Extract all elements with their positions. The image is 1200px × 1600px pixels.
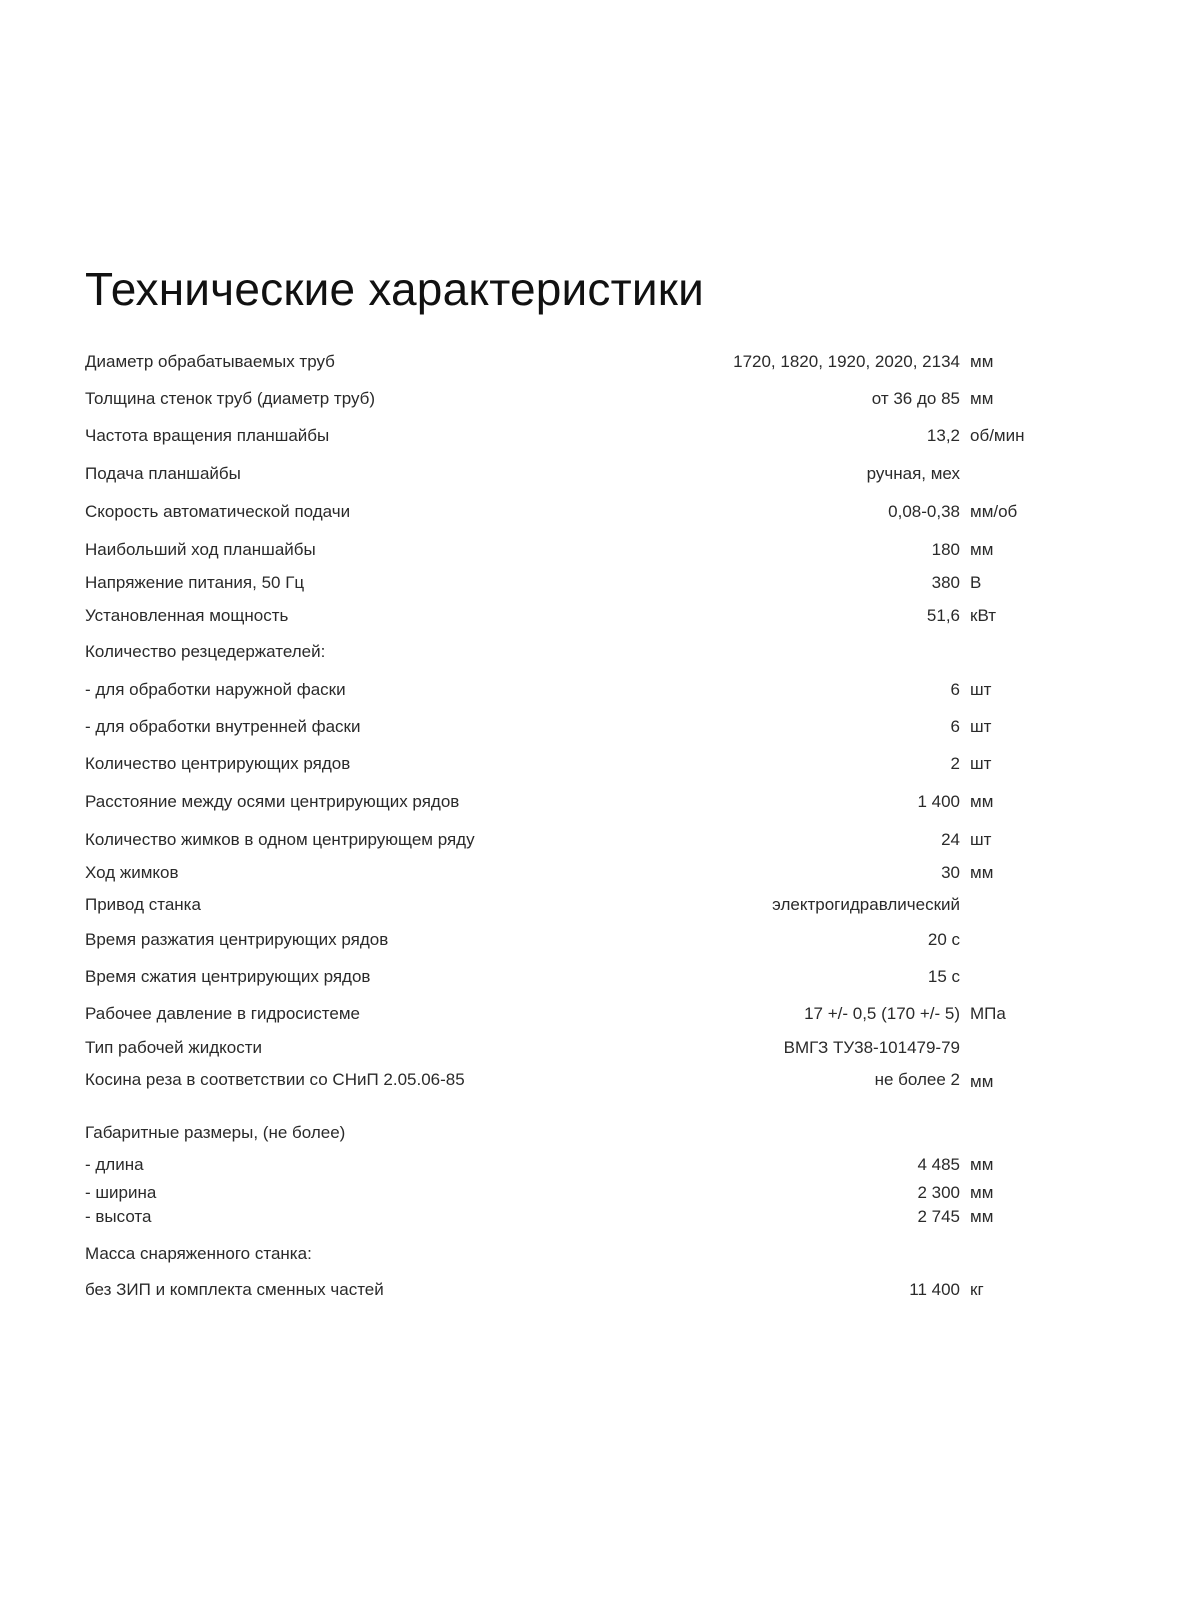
- spec-label: - высота: [85, 1207, 152, 1226]
- spec-label: Количество жимков в одном центрирующем ряду: [85, 830, 475, 849]
- spec-label: Количество резцедержателей:: [85, 642, 326, 661]
- spec-unit: В: [970, 573, 982, 592]
- spec-label: Количество центрирующих рядов: [85, 754, 351, 773]
- spec-unit: кВт: [970, 606, 996, 625]
- spec-label: Диаметр обрабатываемых труб: [85, 352, 335, 371]
- spec-label: Подача планшайбы: [85, 464, 241, 483]
- spec-row: [0, 862, 1200, 884]
- spec-label: Скорость автоматической подачи: [85, 502, 351, 521]
- spec-value: 1720, 1820, 1920, 2020, 2134: [733, 352, 960, 371]
- spec-label: Наибольший ход планшайбы: [85, 540, 316, 559]
- spec-unit: мм: [970, 1183, 994, 1202]
- spec-row: [0, 1037, 1200, 1059]
- spec-value: 30: [941, 863, 960, 882]
- spec-unit: мм/об: [970, 502, 1018, 521]
- spec-label: Косина реза в соответствии со СНиП 2.05.06-85: [85, 1070, 465, 1089]
- spec-row: [0, 1279, 1200, 1301]
- spec-label: Толщина стенок труб (диаметр труб): [85, 389, 376, 408]
- spec-value: 17 +/- 0,5 (170 +/- 5): [804, 1004, 960, 1023]
- spec-unit: шт: [970, 717, 992, 736]
- spec-row: [0, 1003, 1200, 1025]
- spec-label: Масса снаряженного станка:: [85, 1244, 312, 1263]
- spec-row: [0, 1069, 1200, 1091]
- spec-value: 24: [941, 830, 960, 849]
- spec-row: [0, 791, 1200, 813]
- spec-value: 2 300: [917, 1183, 960, 1202]
- spec-label: - длина: [85, 1155, 144, 1174]
- spec-value: 20 с: [927, 930, 960, 949]
- spec-row: [0, 572, 1200, 594]
- spec-unit: кг: [970, 1280, 984, 1299]
- spec-label: - для обработки наружной фаски: [85, 680, 346, 699]
- spec-label: - для обработки внутренней фаски: [85, 717, 361, 736]
- spec-label: Время сжатия центрирующих рядов: [85, 967, 371, 986]
- spec-row: [0, 966, 1200, 988]
- spec-label: Установленная мощность: [85, 606, 289, 625]
- spec-value: 4 485: [917, 1155, 960, 1174]
- spec-value: 2 745: [917, 1207, 960, 1226]
- spec-unit: мм: [970, 540, 994, 559]
- spec-value: 0,08-0,38: [888, 502, 960, 521]
- spec-value: от 36 до 85: [871, 389, 960, 408]
- spec-row: [0, 539, 1200, 561]
- page-title: Технические характеристики: [85, 263, 704, 315]
- spec-label: Время разжатия центрирующих рядов: [85, 930, 389, 949]
- spec-unit: МПа: [970, 1004, 1006, 1023]
- spec-row: [0, 351, 1200, 373]
- spec-unit: мм: [970, 1072, 994, 1091]
- spec-row: [0, 1206, 1200, 1228]
- spec-value: 1 400: [917, 792, 960, 811]
- spec-value: 11 400: [909, 1280, 960, 1299]
- spec-value: электрогидравлический: [772, 895, 960, 914]
- spec-value: 2: [950, 754, 960, 773]
- spec-row: [0, 641, 1200, 663]
- spec-unit: шт: [970, 754, 992, 773]
- spec-row: [0, 894, 1200, 916]
- spec-value: 51,6: [926, 606, 960, 625]
- spec-unit: мм: [970, 1207, 994, 1226]
- spec-value: 6: [950, 680, 960, 699]
- spec-row: [0, 716, 1200, 738]
- spec-row: [0, 605, 1200, 627]
- spec-row: [0, 929, 1200, 951]
- spec-row: [0, 753, 1200, 775]
- spec-label: Тип рабочей жидкости: [85, 1038, 262, 1057]
- spec-unit: мм: [970, 863, 994, 882]
- spec-unit: шт: [970, 680, 992, 699]
- spec-unit: шт: [970, 830, 992, 849]
- spec-row: [0, 1182, 1200, 1204]
- spec-row: [0, 388, 1200, 410]
- spec-row: [0, 829, 1200, 851]
- spec-row: [0, 501, 1200, 523]
- spec-unit: мм: [970, 792, 994, 811]
- spec-unit: мм: [970, 1155, 994, 1174]
- spec-label: Напряжение питания, 50 Гц: [85, 573, 305, 592]
- spec-row: [0, 463, 1200, 485]
- spec-unit: мм: [970, 389, 994, 408]
- spec-value: ручная, мех: [866, 464, 960, 483]
- spec-row: [0, 425, 1200, 447]
- spec-value: 6: [950, 717, 960, 736]
- spec-label: Габаритные размеры, (не более): [85, 1123, 346, 1142]
- spec-label: - ширина: [85, 1183, 157, 1202]
- spec-value: 380: [931, 573, 960, 592]
- spec-value: 180: [931, 540, 960, 559]
- spec-value: ВМГЗ ТУ38-101479-79: [783, 1038, 960, 1057]
- spec-label: Ход жимков: [85, 863, 179, 882]
- spec-label: без ЗИП и комплекта сменных частей: [85, 1280, 384, 1299]
- spec-row: [0, 679, 1200, 701]
- spec-row: [0, 1122, 1200, 1144]
- spec-value: не более 2: [874, 1070, 960, 1089]
- spec-unit: мм: [970, 352, 994, 371]
- spec-unit: об/мин: [970, 426, 1025, 445]
- spec-label: Расстояние между осями центрирующих рядов: [85, 792, 460, 811]
- spec-row: [0, 1243, 1200, 1265]
- spec-label: Привод станка: [85, 895, 201, 914]
- spec-row: [0, 1154, 1200, 1176]
- spec-label: Рабочее давление в гидросистеме: [85, 1004, 360, 1023]
- spec-value: 15 с: [927, 967, 960, 986]
- spec-value: 13,2: [926, 426, 960, 445]
- spec-label: Частота вращения планшайбы: [85, 426, 330, 445]
